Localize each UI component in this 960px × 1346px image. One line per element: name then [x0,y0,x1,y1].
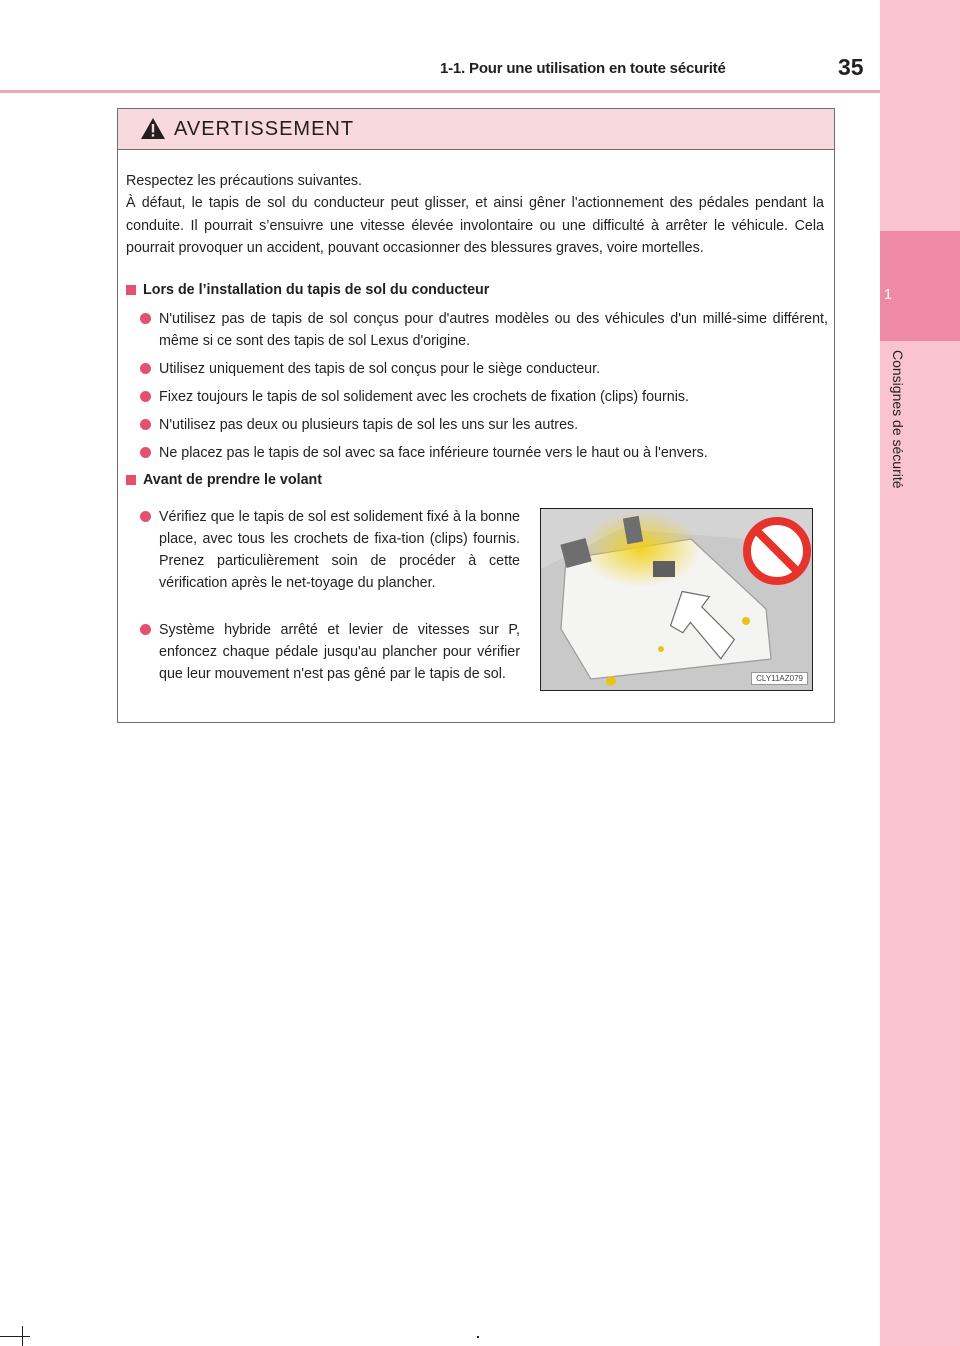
figure-code: CLY11AZ079 [751,672,808,685]
list-item-text: Utilisez uniquement des tapis de sol conçus pour le siège conducteur. [159,361,601,377]
warning-box [117,108,835,723]
list-item [140,414,828,436]
list-item [140,506,520,594]
crop-mark [0,1336,30,1337]
bullet-dot-icon [140,391,151,402]
running-header-title: 1-1. Pour une utilisation en toute sécurité [440,60,726,77]
bullet-dot-icon [140,363,151,374]
square-bullet-icon [126,475,136,485]
warning-label: AVERTISSEMENT [174,118,355,140]
list-item [140,619,520,685]
list-item-text: Ne placez pas le tapis de sol avec sa face inférieure tournée vers le haut ou à l'envers. [159,445,708,461]
warning-triangle-icon [140,117,166,140]
square-bullet-icon [126,285,136,295]
list-item [140,358,828,380]
list-item-text: Système hybride arrêté et levier de vitesses sur P, enfoncez chaque pédale jusqu'au plancher pour vérifier que leur mouvement n'est pas gêné par le tapis de sol. [159,622,520,682]
floor-mat-drawing [541,509,812,690]
header-rule [0,90,880,93]
list-item-text: N'utilisez pas de tapis de sol conçus pour d'autres modèles ou des véhicules d'un millé-sime différent, même si ce sont des tapis de sol Lexus d'origine. [159,311,828,349]
warning-intro-paragraph: À défaut, le tapis de sol du conducteur peut glisser, et ainsi gêner l'actionnement des pédales pendant la conduite. Il pourrait s’ensuivre une vitesse élevée involontaire ou une difficulté à arrêter le véhicule. Cela pourrait provoquer un accident, pouvant occasionner des blessures graves, voire mortelles. [126,195,824,257]
list-item-text: Vérifiez que le tapis de sol est solidement fixé à la bonne place, avec tous les crochets de fixa-tion (clips) fournis. Prenez particulièrement soin de procéder à cette vérification après le net-toyage du plancher. [159,509,520,591]
section-heading [126,470,322,490]
prohibition-icon [747,521,807,581]
floor-mat-illustration [540,508,813,691]
warning-intro [126,170,824,260]
bullet-dot-icon [140,624,151,635]
chapter-title: Consignes de sécurité [890,350,906,489]
bullet-dot-icon [140,419,151,430]
list-item [140,308,828,352]
section-heading [126,280,489,300]
section-title: Lors de l’installation du tapis de sol du conducteur [143,282,490,298]
list-item [140,442,828,464]
page-number: 35 [838,54,864,80]
bullet-dot-icon [140,447,151,458]
list-item-text: N'utilisez pas deux ou plusieurs tapis de sol les uns sur les autres. [159,417,579,433]
chapter-side-tab [880,0,960,1346]
bullet-dot-icon [140,313,151,324]
chapter-number: 1 [883,286,893,303]
crop-mark [22,1326,23,1346]
list-item-text: Fixez toujours le tapis de sol solidement avec les crochets de fixation (clips) fournis. [159,389,690,405]
warning-header [118,109,834,150]
crop-mark [477,1336,479,1338]
warning-intro-line1: Respectez les précautions suivantes. [126,173,363,189]
bullet-dot-icon [140,511,151,522]
section-title: Avant de prendre le volant [143,472,323,488]
list-item [140,386,828,408]
